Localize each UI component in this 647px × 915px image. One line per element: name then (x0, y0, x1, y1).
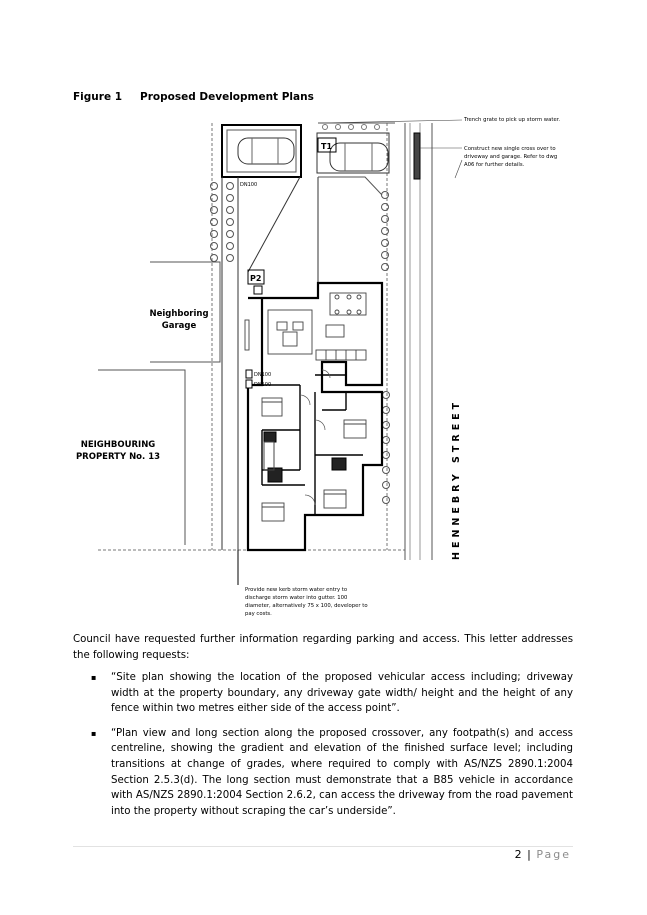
note-trench: Trench grate to pick up storm water. (464, 117, 561, 123)
figure-number: Figure 1 (73, 91, 123, 103)
bathroom-fixture-1 (264, 432, 276, 442)
note-kerb-2: discharge storm water into gutter. 100 (245, 595, 348, 601)
dn-marker-2 (246, 380, 252, 388)
bullet-icon: ▪ (91, 673, 97, 682)
front-fence (323, 125, 380, 130)
request-text: “Site plan showing the location of the proposed vehicular access including; driveway width at the property boundary, any driveway gate width/ height and the height of any fence within two metres either side of the access point”. (111, 672, 573, 715)
driveway-curb (318, 177, 382, 195)
house-internal-walls (262, 375, 363, 515)
shower (264, 442, 274, 470)
garage-inner (227, 130, 296, 172)
label-garage-2: Garage (161, 321, 197, 331)
label-property-1: NEIGHBOURING (80, 440, 156, 450)
request-item (73, 726, 573, 820)
note-cross-3: A06 for further details. (464, 162, 525, 168)
footer-divider (73, 846, 573, 847)
p2-pit (254, 286, 262, 294)
note-kerb-1: Provide new kerb storm water entry to (245, 587, 348, 593)
page-footer (515, 848, 571, 861)
car-in-garage (238, 138, 294, 164)
living-furniture (245, 293, 366, 360)
label-street: HENNEBRY STREET (451, 398, 462, 560)
dn-marker-1 (246, 370, 252, 378)
note-cross-2: driveway and garage. Refer to dwg (464, 154, 558, 160)
requests-list (73, 670, 573, 828)
request-text: “Plan view and long section along the proposed crossover, any footpath(s) and access centreline, showing the gradient and elevation of the finished surface level; including transitions at change of grades, where required to comply with AS/NZS 2890.1:2004 Section 2.5.3(d). The long section must demonstrate that a B85 vehicle in accordance with AS/NZS 2890.1:2004 Section 2.6.2, can access the driveway from the road pavement into the property without scraping the car’s underside”. (111, 727, 573, 817)
label-dn-top: DN100 (240, 182, 258, 188)
label-t1: T1 (321, 142, 333, 151)
note-kerb-4: pay costs. (245, 611, 272, 617)
footer-separator: | (527, 848, 532, 861)
carport-outline (317, 133, 389, 173)
driveway-diagonal (248, 177, 300, 272)
label-dn-mid2: DN100 (254, 382, 272, 388)
page-number: 2 (514, 848, 523, 861)
garage-outline (222, 125, 301, 177)
beds (262, 398, 366, 521)
label-dn-mid1: DN100 (254, 372, 272, 378)
note-kerb-3: diameter, alternatively 75 x 100, developer to (245, 603, 368, 609)
figure-caption: Proposed Development Plans (140, 91, 314, 103)
label-garage-1: Neighboring (149, 309, 209, 319)
intro-paragraph: Council have requested further information regarding parking and access. This letter addresses the following requests: (73, 634, 573, 661)
label-p2: P2 (250, 274, 262, 283)
crossover-marker (414, 133, 420, 179)
label-property-2: PROPERTY No. 13 (75, 452, 161, 462)
note-cross-1: Construct new single cross over to (464, 146, 556, 152)
request-item (73, 670, 573, 717)
car-in-carport (330, 143, 388, 171)
bullet-icon: ▪ (91, 728, 97, 738)
bathroom-fixture-3 (332, 458, 346, 470)
page-word: Page (536, 848, 571, 861)
